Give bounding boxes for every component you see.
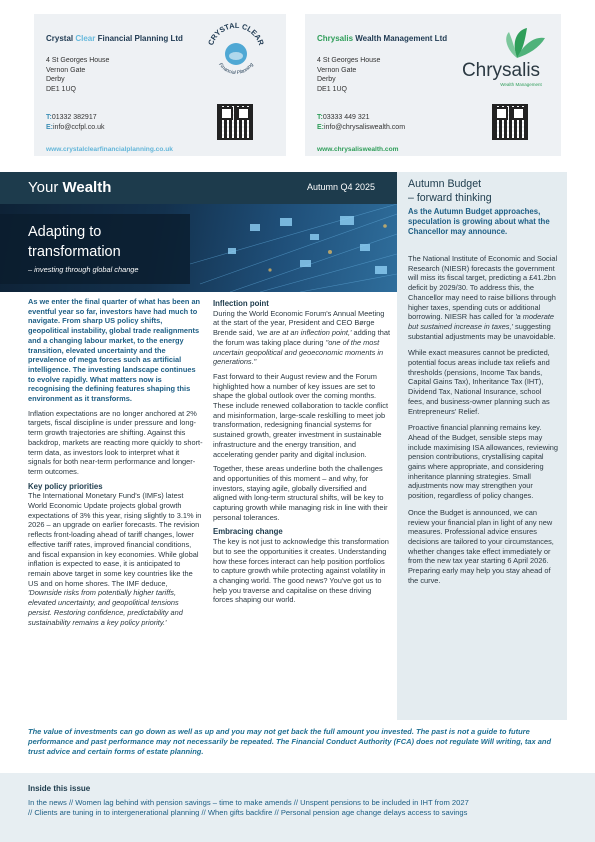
section-heading: Embracing change — [213, 527, 283, 537]
paragraph-text: During the World Economic Forum's Annual Meeting at the start of the year, President and CEO Børge Brende said, — [213, 308, 385, 338]
article-column-2 — [213, 297, 391, 610]
firm-name — [317, 34, 447, 43]
paragraph-text: The International Monetary Fund's (IMFs) latest World Economic Update projects global growth expectations of 3% this year, rising slightly to 3.1% in 2026 – an upgrade on earlier forecasts. The revision reflects front-loading ahead of tariff changes, lower effective tariff rates, improved financial conditions, and fiscal expansion in key economies. While global inflation is expected to ease, it is anticipated to remain above target in some key countries like the US and on home shores. The IMF deduce, — [28, 491, 202, 588]
address-line: 4 St Georges House — [317, 57, 381, 64]
inside-this-issue — [0, 773, 595, 842]
firm-name-accent: Chrysalis — [317, 34, 354, 43]
crystal-clear-logo — [204, 18, 268, 82]
qr-code-icon — [492, 104, 528, 140]
email-label: E: — [317, 123, 324, 131]
firm-name-accent: Clear — [75, 34, 96, 43]
address-line: Vernon Gate — [317, 66, 357, 74]
firm-card-chrysalis — [305, 14, 561, 156]
paragraph-text: suggesting substantial adjustments may be unavoidable. — [408, 321, 556, 341]
sidebar-body — [408, 254, 558, 593]
phone-label: T: — [317, 114, 323, 121]
sidebar-intro: As the Autumn Budget approaches, speculation is growing about what the Chancellor may announce. — [408, 207, 550, 236]
firm-card-crystal-clear — [34, 14, 286, 156]
paragraph-quote: 'we are at an inflection point,' — [256, 328, 352, 338]
firm-name-part: Financial Planning Ltd — [95, 34, 183, 43]
paragraph-quote: "one of the most uncertain geopolitical and geoeconomic moments in generations." — [213, 337, 384, 367]
firm-name-part: Wealth Management Ltd — [353, 34, 448, 43]
inside-items — [28, 798, 578, 818]
article-paragraph: The key is not just to acknowledge this transformation but to see the opportunities it creates. Understanding how these forces interact can help position portfolios to capture growth while protecting against volatility in a changing world. The good news? You've got us to help you traverse and capitalise on these driving forces shaping our world. — [213, 537, 389, 605]
article-paragraph — [213, 309, 391, 367]
sidebar-title — [408, 177, 492, 205]
newsletter-brand — [28, 179, 111, 196]
section-heading: Key policy priorities — [28, 481, 103, 491]
logo-subtitle: Wealth Management — [500, 82, 542, 87]
risk-disclaimer: The value of investments can go down as well as up and you may not get back the full amount you invested. The past is not a guide to future performance and past performance may not necessarily be repeated. The Financial Conduct Authority (FCA) does not regulate Will writing, tax and trust advice and certain forms of estate planning. — [28, 727, 552, 756]
firm-name — [46, 34, 183, 43]
address-line: Derby — [46, 76, 65, 84]
issue-label: Autumn Q4 2025 — [306, 182, 375, 192]
firm-address — [46, 56, 109, 94]
firm-contact — [317, 113, 405, 132]
article-paragraph — [28, 491, 203, 627]
article-paragraph: Fast forward to their August review and the Forum highlighted how a number of key issues are set to shape the global outlook over the coming months. These include renewed collaboration to tackle conflict and misinformation, large-scale reskilling to meet job transformation, redesigning financial systems for sustained growth, greater investment in sustainable infrastructure and the energy transition, and accelerating gender parity and digital inclusion. — [213, 371, 389, 459]
hero-banner — [0, 204, 397, 292]
section-heading: Inflection point — [213, 299, 269, 308]
phone-number[interactable]: 03333 449 321 — [322, 114, 370, 121]
website-link[interactable]: www.crystalclearfinancialplanning.co.uk — [46, 146, 173, 153]
article-column-1 — [28, 297, 203, 632]
sidebar-paragraph: While exact measures cannot be predicted, potential focus areas include tax reliefs and thresholds (pensions, Income Tax bands, Capital Gains Tax), Inheritance Tax (IHT), Dividend Tax, National Insurance, school fees, and business-owner planning such as Entrepreneurs' Relief. — [408, 348, 550, 416]
phone-number[interactable]: 01332 382917 — [51, 114, 97, 121]
paragraph-text: The National Institute of Economic and Social Research (NIESR) forecasts the government will miss its fiscal target, predicting a £41.2bn deficit by 2029/30. To address this, the Chancellor may need to raise billions through higher taxes, spending cuts or additional borrowing. NIESR has called for — [408, 254, 558, 322]
phone-label: T: — [46, 114, 52, 121]
hero-title-line: transformation — [28, 244, 121, 260]
sidebar-title-line: – forward thinking — [408, 192, 492, 204]
address-line: DE1 1UQ — [46, 85, 76, 93]
firm-address — [317, 56, 380, 94]
website-link[interactable]: www.chrysaliswealth.com — [317, 146, 399, 153]
budget-sidebar — [397, 172, 567, 720]
chrysalis-logo — [455, 24, 549, 94]
article-lead: As we enter the final quarter of what has been an eventful year so far, investors have had much to navigate. From sharp US policy shifts, geopolitical instability, global trade realignments and a changing labour market, to the energy transition, elevated uncertainty and the prevalence of mega forces such as artificial intelligence. The investing landscape continues to evolve rapidly. What matters now is recognising the defining features shaping this environment as it transforms. — [28, 297, 201, 404]
masthead — [0, 172, 397, 204]
address-line: 4 St Georges House — [46, 57, 110, 64]
logo-text-bottom: Financial Planning — [217, 61, 255, 77]
address-line: Vernon Gate — [46, 66, 86, 74]
paragraph-text: adding that the forum was taking place during — [213, 328, 391, 347]
sidebar-paragraph — [408, 254, 558, 341]
paragraph-quote: 'a moderate but sustained increase in taxes,' — [408, 312, 555, 331]
brand-part: Your — [28, 179, 63, 196]
address-line: Derby — [317, 76, 336, 84]
article-paragraph: Together, these areas underline both the challenges and opportunities of this moment – and why, for investors, staying agile, globally diversified and aligned with long-term structural shifts, will be key to capturing growth while managing risk in line with their personal tolerances. — [213, 464, 388, 522]
sidebar-paragraph: Proactive financial planning remains key. Ahead of the Budget, sensible steps may include maximising ISA allowances, reviewing pension contributions, crystallising capital gains where appropriate, and considering inheritance planning strategies. Small adjustments now may strengthen your position, regardless of policy changes. — [408, 423, 558, 501]
email-link[interactable]: info@chrysaliswealth.com — [324, 123, 406, 131]
article-paragraph: Inflation expectations are no longer anchored at 2% targets, fiscal discipline is under pressure and long-term growth trajectories are shifting. Against this backdrop, markets are reacting more quickly to short-term data, as investors look to interpret what it signals for both near-term performance and longer-term outcomes. — [28, 408, 203, 476]
hero-title-line: Adapting to — [28, 224, 102, 240]
sidebar-title-line: Autumn Budget — [408, 178, 482, 190]
logo-wordmark: Chrysalis — [461, 60, 541, 81]
email-link[interactable]: info@ccfpl.co.uk — [53, 123, 105, 131]
logo-text-top: CRYSTAL CLEAR — [206, 20, 266, 47]
qr-code-icon — [217, 104, 253, 140]
inside-title: Inside this issue — [28, 784, 91, 793]
hero-subtitle: – investing through global change — [28, 265, 139, 274]
hero-title — [28, 222, 121, 262]
paragraph-quote: 'Downside risks from potentially higher tariffs, elevated uncertainty, and geopolitical tensions persist. Restoring confidence, predictability and sustainability remains a key policy priority.' — [28, 588, 183, 627]
inside-items-line: // Clients are tuning in to intergenerational planning // When gifts backfire // Personal pension age change delays access to savings — [28, 808, 468, 817]
brand-part-bold: Wealth — [62, 179, 112, 196]
inside-items-line: In the news // Women lag behind with pension savings – time to make amends // Unspent pensions to be included in IHT from 2027 — [28, 798, 469, 807]
sidebar-paragraph: Once the Budget is announced, we can review your financial plan in light of any new measures. Professional advice ensures decisions are tailored to your circumstances, whether changes take effect immediately or from the new tax year starting 6 April 2026. Preparing early may help you stay ahead of the curve. — [408, 507, 554, 585]
firm-name-part: Crystal — [46, 34, 76, 43]
email-label: E: — [46, 123, 53, 131]
address-line: DE1 1UQ — [317, 85, 347, 93]
firm-contact — [46, 113, 104, 132]
